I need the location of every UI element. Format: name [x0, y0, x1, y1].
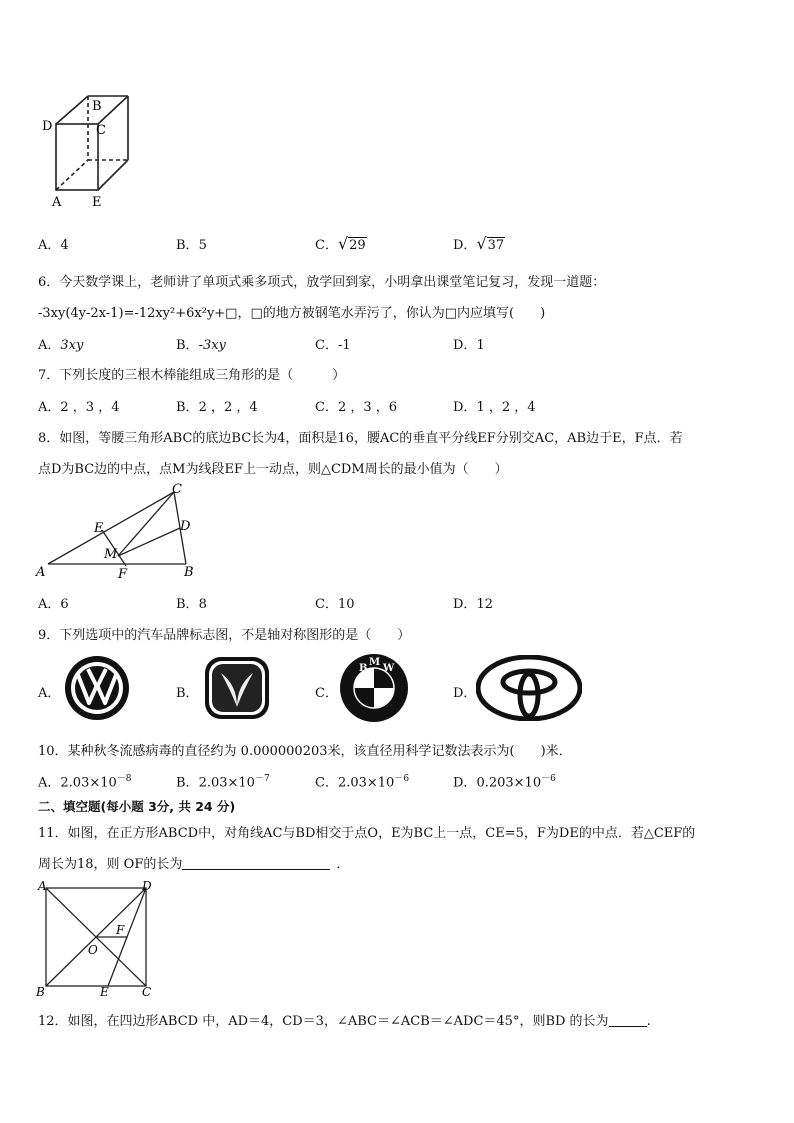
sqrt-symbol: √: [337, 234, 349, 253]
q11-stem-line2: 周长为18，则 OF的长为 ．: [38, 857, 350, 872]
bmw-letter-m: M: [369, 657, 381, 668]
q11-label-d: D: [142, 879, 152, 893]
answer-blank[interactable]: [609, 1012, 647, 1027]
q7-option-c: C．2 ，3 ，6: [315, 400, 398, 415]
q9-stem: 9．下列选项中的汽车品牌标志图，不是轴对称图形的是（ ）: [38, 628, 411, 643]
q8-stem-line1: 8．如图，等腰三角形ABC的底边BC长为4，面积是16，腰AC的垂直平分线EF分别交AC，AB边于E，F点．若: [38, 431, 683, 446]
q6-option-c: C．-1: [315, 338, 351, 353]
q5-option-c: C．√29: [315, 234, 366, 253]
q5-option-b: B．5: [176, 238, 207, 253]
q7-option-b: B．2 ，2 ，4: [176, 400, 258, 415]
q8-stem-line2: 点D为BC边的中点，点M为线段EF上一动点，则△CDM周长的最小值为（ ）: [38, 462, 508, 477]
q12-stem: 12．如图，在四边形ABCD 中，AD＝4，CD＝3，∠ABC＝∠ACB＝∠ADC＝45°，则BD 的长为 .: [38, 1014, 651, 1029]
q10-stem: 10．某种秋冬流感病毒的直径约为 0.000000203米，该直径用科学记数法表示为( )米．: [38, 744, 572, 759]
q8-option-c: C．10: [315, 597, 355, 612]
q5-label-d: D: [42, 119, 53, 134]
q11-square-figure: [34, 876, 160, 1000]
q8-option-d: D．12: [453, 597, 493, 612]
q10-option-b: B．$2.03\times 10^{-7}$: [176, 774, 270, 791]
q8-option-b: B．8: [176, 597, 207, 612]
q8-label-f: F: [118, 567, 128, 582]
q6-formula: -3xy(4y-2x-1)=-12xy²+6x²y+□，□的地方被钢笔水弄污了，你认为□内应填写( ): [38, 306, 546, 321]
q10-option-d: D．$0.203\times 10^{-6}$: [453, 774, 556, 791]
bmw-letter-w: W: [383, 663, 395, 674]
q6-option-d: D．1: [453, 338, 485, 353]
q7-option-d: D．1 ，2 ，4: [453, 400, 536, 415]
q6-stem: 6．今天数学课上，老师讲了单项式乘多项式，放学回到家，小明拿出课堂笔记复习，发现一道题：: [38, 275, 606, 290]
q6-option-a: A．3xy: [38, 338, 84, 353]
q5-option-a: A．4: [38, 238, 69, 253]
sqrt-symbol: √: [476, 234, 487, 253]
q8-label-a: A: [36, 565, 46, 580]
q11-label-f: F: [116, 923, 125, 937]
q5-option-d: D．√37: [453, 234, 505, 253]
q7-stem: 7．下列长度的三根木棒能组成三角形的是（ ）: [38, 368, 346, 383]
q8-label-b: B: [184, 565, 194, 580]
q7-option-a: A．2 ，3 ，4: [38, 400, 120, 415]
q11-label-c: C: [142, 985, 152, 999]
q5-label-a: A: [52, 195, 62, 210]
changan-logo-icon: [203, 655, 271, 721]
answer-blank[interactable]: [182, 855, 330, 870]
q10-option-a: A．$2.03\times 10^{-8}$: [38, 774, 132, 791]
q8-option-a: A．6: [38, 597, 69, 612]
bmw-letter-b: B: [359, 663, 368, 674]
q10-option-c: C．$2.03\times 10^{-6}$: [315, 774, 410, 791]
q8-label-m: M: [104, 547, 118, 562]
q9-option-d-letter: D．: [453, 686, 477, 701]
q8-label-c: C: [172, 482, 182, 497]
section-title: 二、填空题(每小题 3分, 共 24 分): [38, 799, 236, 814]
q6-option-b: B．-3xy: [176, 338, 226, 353]
q8-triangle-figure: [34, 482, 204, 582]
q11-label-o: O: [88, 943, 98, 957]
toyota-logo-icon: [476, 655, 582, 721]
volkswagen-logo-icon: [64, 655, 130, 721]
q11-stem-line1: 11．如图，在正方形ABCD中，对角线AC与BD相交于点O，E为BC上一点，CE=5，F为DE的中点．若△CEF的: [38, 826, 696, 841]
q5-cuboid-figure: [38, 88, 138, 213]
q5-label-c: C: [96, 123, 106, 138]
q8-label-d: D: [180, 519, 191, 534]
q11-label-e: E: [100, 985, 109, 999]
q11-label-a: A: [38, 879, 47, 893]
q9-option-b-letter: B．: [176, 686, 199, 701]
q11-label-b: B: [36, 985, 45, 999]
bmw-logo-icon: [339, 653, 409, 723]
q5-label-b: B: [92, 99, 102, 114]
q8-label-e: E: [94, 521, 104, 536]
q9-option-a-letter: A．: [38, 686, 61, 701]
q9-option-c-letter: C．: [315, 686, 338, 701]
q5-label-e: E: [92, 195, 102, 210]
